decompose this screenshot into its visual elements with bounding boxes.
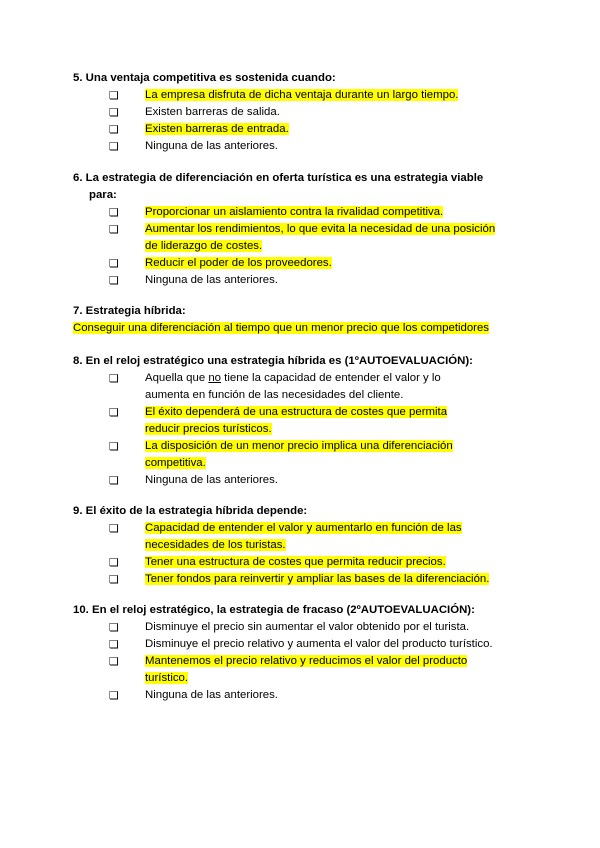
question-6-options [73, 204, 543, 289]
option-text-highlighted: Reducir el poder de los proveedores. [145, 257, 332, 269]
checkbox-bullet-icon: ❏ [109, 440, 119, 453]
checkbox-bullet-icon: ❏ [109, 474, 119, 487]
option-text-highlighted: Existen barreras de entrada. [145, 123, 289, 135]
checkbox-bullet-icon: ❏ [109, 89, 119, 102]
option-text-highlighted: Aumentar los rendimientos, lo que evita la necesidad de una posición [145, 223, 496, 235]
option-text: Ninguna de las anteriores. [145, 474, 278, 486]
question-7 [73, 303, 543, 337]
checkbox-bullet-icon: ❏ [109, 638, 119, 651]
question-10 [73, 602, 543, 704]
option-text-highlighted: necesidades de los turistas. [145, 539, 286, 551]
checkbox-bullet-icon: ❏ [109, 689, 119, 702]
question-9 [73, 503, 543, 588]
option-text: Ninguna de las anteriores. [145, 689, 278, 701]
option-text-highlighted: La disposición de un menor precio implica una diferenciación [145, 440, 453, 452]
question-10-options [73, 619, 543, 704]
option-text-highlighted: La empresa disfruta de dicha ventaja durante un largo tiempo. [145, 89, 459, 101]
checkbox-bullet-icon: ❏ [109, 406, 119, 419]
checkbox-bullet-icon: ❏ [109, 522, 119, 535]
checkbox-bullet-icon: ❏ [109, 274, 119, 287]
list-item [73, 472, 533, 489]
option-text: Disminuye el precio relativo y aumenta el valor del producto turístico. [145, 638, 493, 650]
option-text-highlighted: turístico. [145, 672, 189, 684]
list-item [73, 255, 543, 272]
question-8-options [73, 370, 533, 489]
checkbox-bullet-icon: ❏ [109, 655, 119, 668]
checkbox-bullet-icon: ❏ [109, 123, 119, 136]
list-item [73, 87, 533, 104]
list-item [73, 138, 533, 155]
question-6 [73, 170, 543, 289]
option-text: Ninguna de las anteriores. [145, 140, 278, 152]
checkbox-bullet-icon: ❏ [109, 140, 119, 153]
list-item [73, 571, 543, 588]
checkbox-bullet-icon: ❏ [109, 106, 119, 119]
checkbox-bullet-icon: ❏ [109, 556, 119, 569]
checkbox-bullet-icon: ❏ [109, 621, 119, 634]
question-9-title: 9. El éxito de la estrategia híbrida depende: [73, 505, 308, 517]
list-item [73, 687, 543, 704]
option-text-highlighted: reducir precios turísticos. [145, 423, 272, 435]
list-item [73, 370, 533, 404]
list-item [73, 438, 533, 472]
checkbox-bullet-icon: ❏ [109, 206, 119, 219]
question-5-options [73, 87, 533, 155]
option-text-highlighted: Tener fondos para reinvertir y ampliar las bases de la diferenciación. [145, 573, 490, 585]
question-8-title: 8. En el reloj estratégico una estrategia híbrida es (1ºAUTOEVALUACIÓN): [73, 355, 473, 367]
list-item [73, 636, 543, 653]
option-text-highlighted: Proporcionar un aislamiento contra la rivalidad competitiva. [145, 206, 444, 218]
list-item [73, 221, 543, 255]
option-text: Disminuye el precio sin aumentar el valor obtenido por el turista. [145, 621, 470, 633]
list-item [73, 520, 543, 554]
option-text-highlighted: Mantenemos el precio relativo y reducimos el valor del producto [145, 655, 468, 667]
list-item [73, 653, 543, 687]
list-item [73, 204, 543, 221]
question-6-title: 6. La estrategia de diferenciación en oferta turística es una estrategia viable [73, 172, 484, 184]
option-text-highlighted: Capacidad de entender el valor y aumentarlo en función de las [145, 522, 462, 534]
answer-text-highlighted: Conseguir una diferenciación al tiempo que un menor precio que los competidores [73, 322, 490, 334]
list-item [73, 619, 543, 636]
list-item [73, 272, 543, 289]
list-item [73, 404, 533, 438]
question-9-options [73, 520, 543, 588]
option-text-highlighted: de liderazgo de costes. [145, 240, 263, 252]
underlined-word: no [208, 372, 222, 384]
list-item [73, 104, 533, 121]
option-text-cont: aumenta en función de las necesidades del cliente. [145, 389, 404, 401]
question-6-title-cont: para: [89, 189, 117, 201]
question-7-title: 7. Estrategia híbrida: [73, 305, 186, 317]
question-10-title: 10. En el reloj estratégico, la estrategia de fracaso (2ºAUTOEVALUACIÓN): [73, 604, 475, 616]
question-5-title: 5. Una ventaja competitiva es sostenida cuando: [73, 72, 336, 84]
option-text-highlighted: El éxito dependerá de una estructura de costes que permita [145, 406, 448, 418]
checkbox-bullet-icon: ❏ [109, 573, 119, 586]
option-text: Existen barreras de salida. [145, 106, 280, 118]
option-text: Aquella que no tiene la capacidad de entender el valor y lo [145, 372, 441, 384]
question-5 [73, 70, 533, 155]
checkbox-bullet-icon: ❏ [109, 372, 119, 385]
option-text-highlighted: Tener una estructura de costes que permita reducir precios. [145, 556, 446, 568]
question-8 [73, 353, 533, 489]
list-item [73, 554, 543, 571]
option-text: Ninguna de las anteriores. [145, 274, 278, 286]
option-text-highlighted: competitiva. [145, 457, 206, 469]
checkbox-bullet-icon: ❏ [109, 257, 119, 270]
checkbox-bullet-icon: ❏ [109, 223, 119, 236]
list-item [73, 121, 533, 138]
